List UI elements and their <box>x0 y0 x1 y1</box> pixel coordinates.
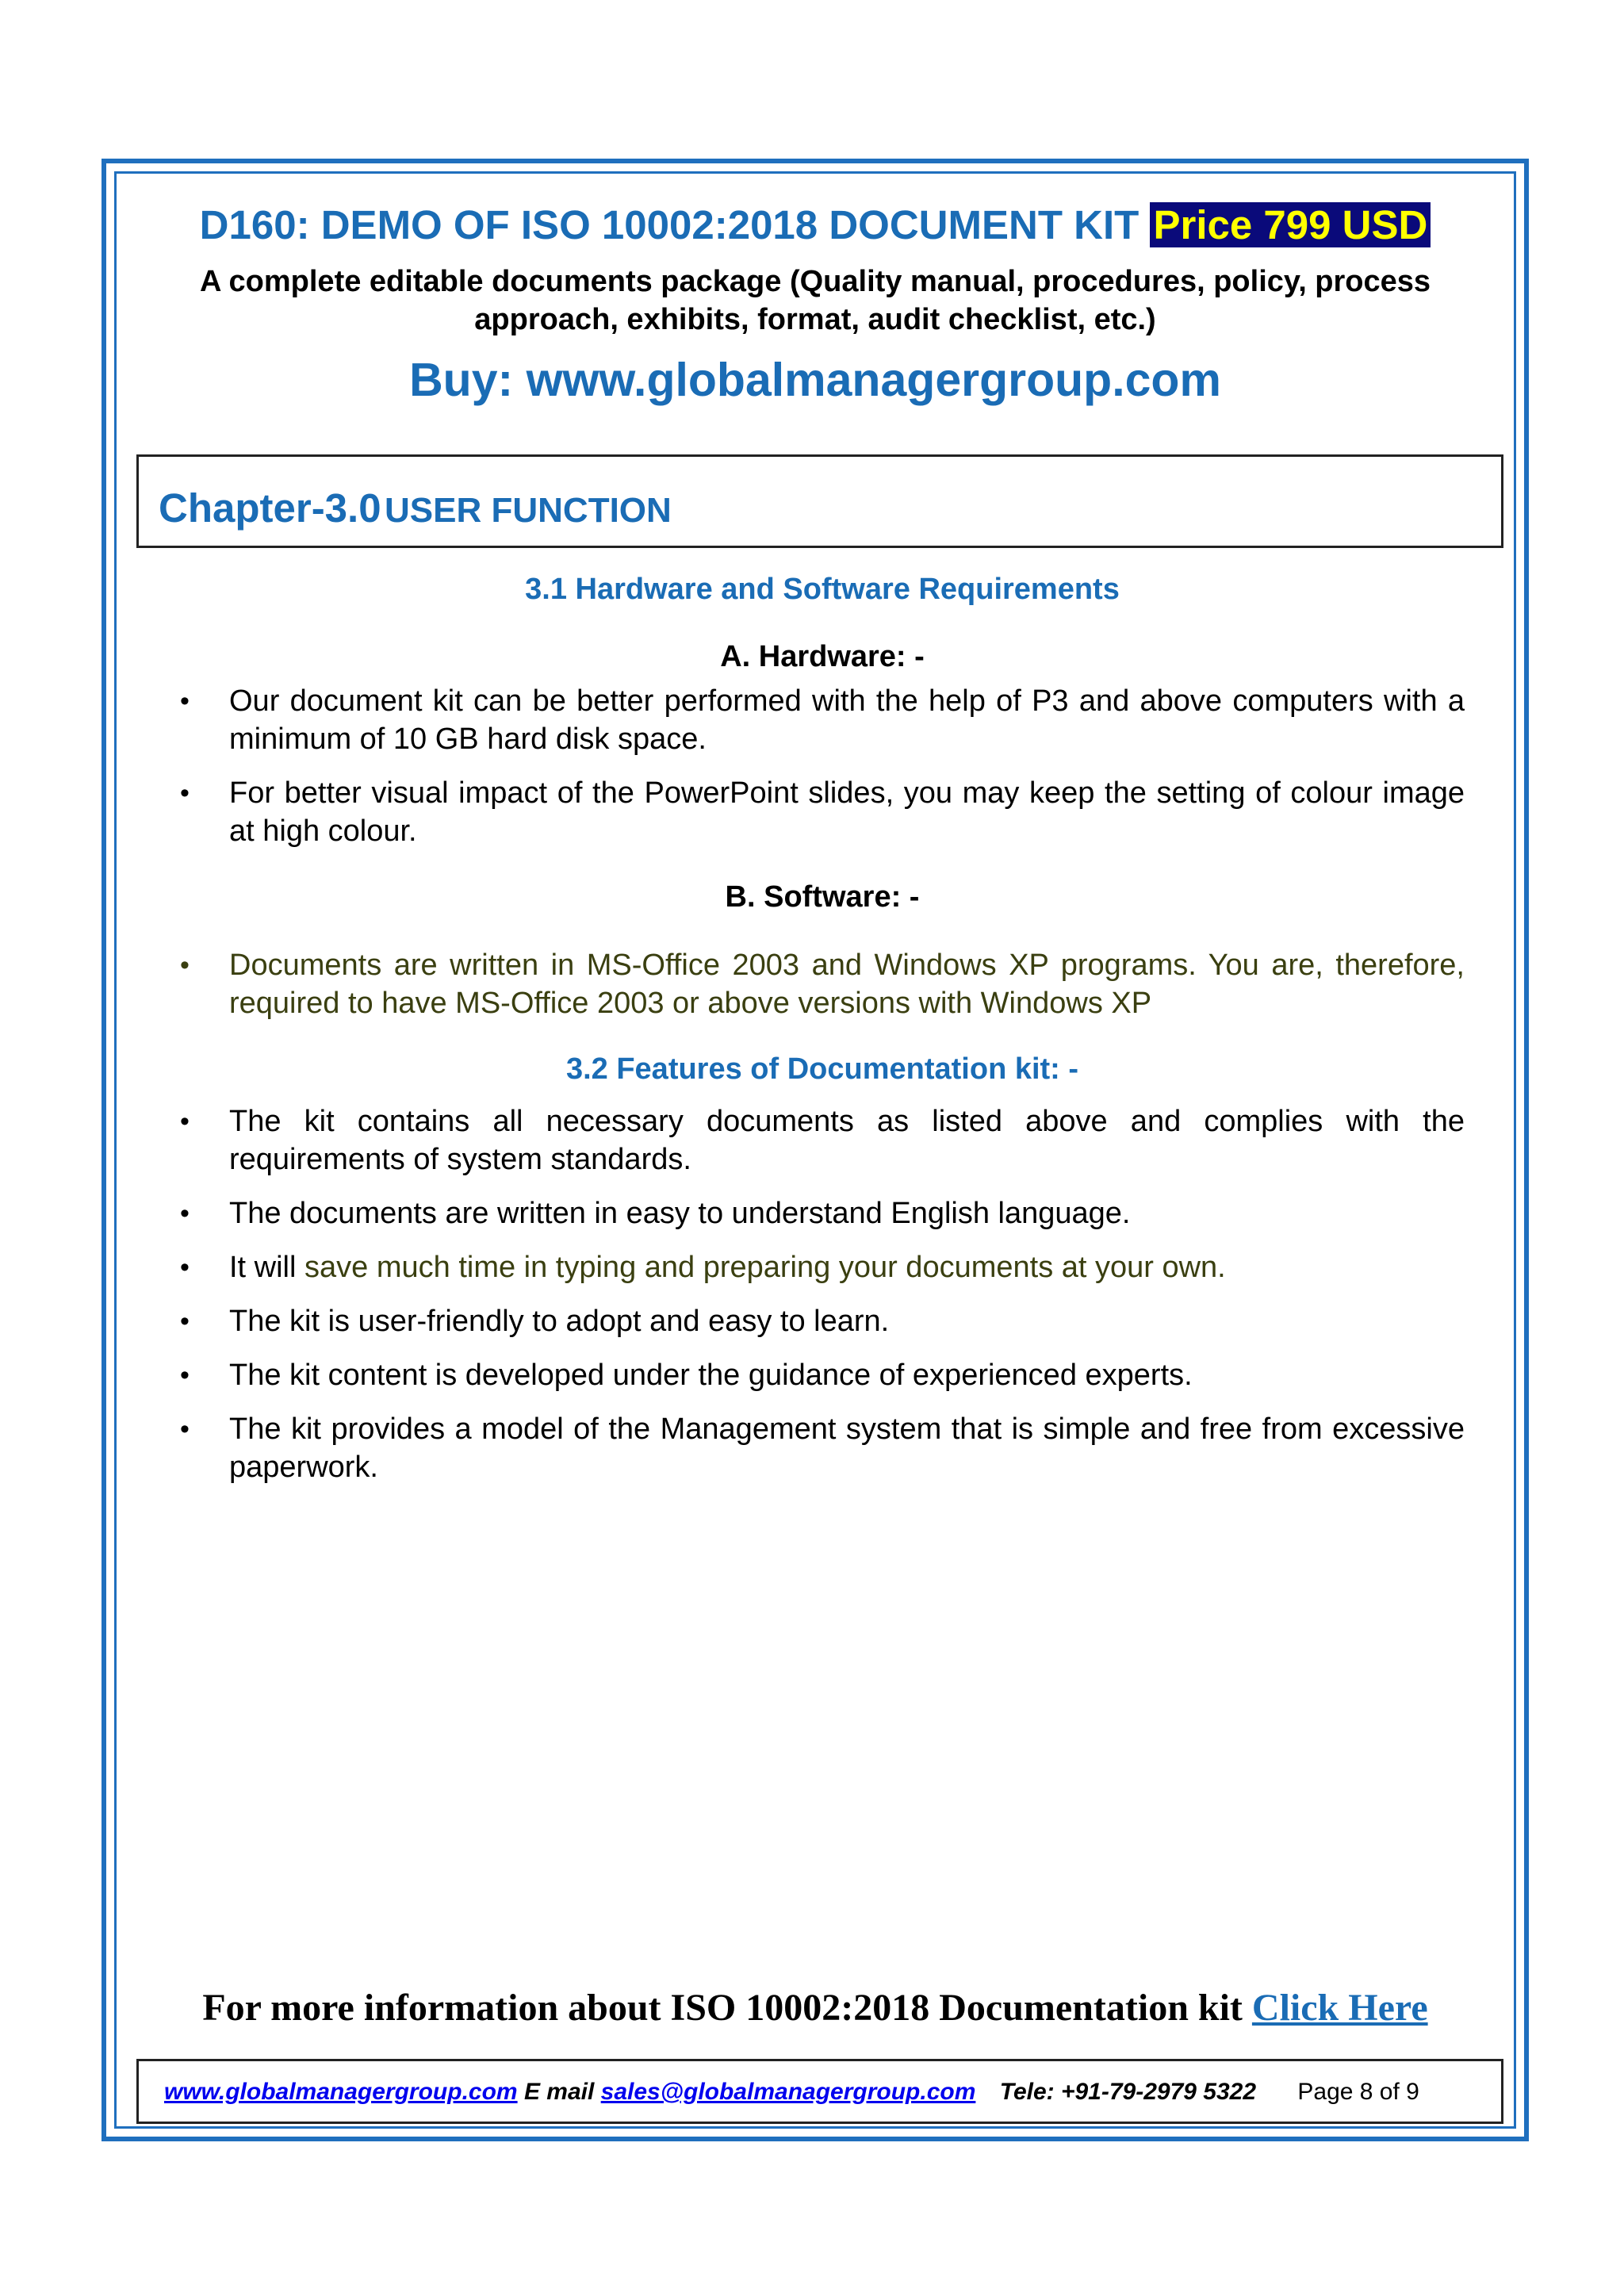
list-item: • The kit provides a model of the Management system that is simple and free from excessive paperwork. <box>180 1410 1465 1486</box>
page-frame-inner <box>114 171 1516 2129</box>
list-item: • Our document kit can be better performed with the help of P3 and above computers with a minimum of 10 GB hard disk space. <box>180 682 1465 758</box>
chapter-title: USER FUNCTION <box>385 491 672 530</box>
document-title <box>117 201 1514 248</box>
software-heading: B. Software: - <box>725 880 920 914</box>
list-item-text-olive: save much time in typing and preparing your documents at your own. <box>304 1251 1226 1284</box>
software-list <box>180 946 1465 1022</box>
footer-email-label: E mail <box>523 2079 595 2105</box>
list-item: • The kit content is developed under the guidance of experienced experts. <box>180 1356 1465 1394</box>
section-title-3-2: 3.2 Features of Documentation kit: - <box>565 1052 1079 1086</box>
list-item-text: It will <box>229 1251 297 1284</box>
list-item <box>180 1248 1465 1286</box>
main-content <box>180 573 1465 1486</box>
footer-box <box>136 2059 1503 2124</box>
price-badge: Price 799 USD <box>1150 202 1431 247</box>
buy-link[interactable]: Buy: www.globalmanagergroup.com <box>409 354 1221 406</box>
list-item: • The kit is user-friendly to adopt and easy to learn. <box>180 1302 1465 1340</box>
click-here-link[interactable]: Click Here <box>1251 1987 1428 2029</box>
more-info-line <box>117 1986 1514 2030</box>
page-frame-outer <box>102 159 1529 2141</box>
footer-line <box>164 2079 1419 2106</box>
list-item: • Documents are written in MS-Office 2003 and Windows XP programs. You are, therefore, required to have MS-Office 2003 or above versions with Windows XP <box>180 946 1465 1022</box>
list-item: • The documents are written in easy to understand English language. <box>180 1194 1465 1232</box>
hardware-heading: A. Hardware: - <box>720 640 925 673</box>
document-header <box>117 174 1514 407</box>
hardware-list <box>180 682 1465 850</box>
chapter-heading <box>159 485 672 531</box>
more-info-text: For more information about ISO 10002:2018 Documentation kit <box>202 1987 1243 2029</box>
title-text: D160: DEMO OF ISO 10002:2018 DOCUMENT KIT <box>199 202 1139 247</box>
features-list <box>180 1102 1465 1486</box>
footer-website-link[interactable]: www.globalmanagergroup.com <box>164 2079 518 2105</box>
list-item: • For better visual impact of the PowerPoint slides, you may keep the setting of colour image at high colour. <box>180 774 1465 850</box>
page-number: Page 8 of 9 <box>1297 2079 1419 2105</box>
list-item: • The kit contains all necessary documents as listed above and complies with the requirements of system standards. <box>180 1102 1465 1179</box>
chapter-box <box>136 454 1503 548</box>
chapter-number: Chapter-3.0 <box>159 485 381 531</box>
footer-phone: Tele: +91-79-2979 5322 <box>999 2079 1257 2105</box>
footer-email-link[interactable]: sales@globalmanagergroup.com <box>600 2079 976 2105</box>
document-subtitle: A complete editable documents package (Quality manual, procedures, policy, process approach, exhibits, format, audit checklist, etc.) <box>199 265 1431 336</box>
section-title-3-1: 3.1 Hardware and Software Requirements <box>525 573 1120 606</box>
